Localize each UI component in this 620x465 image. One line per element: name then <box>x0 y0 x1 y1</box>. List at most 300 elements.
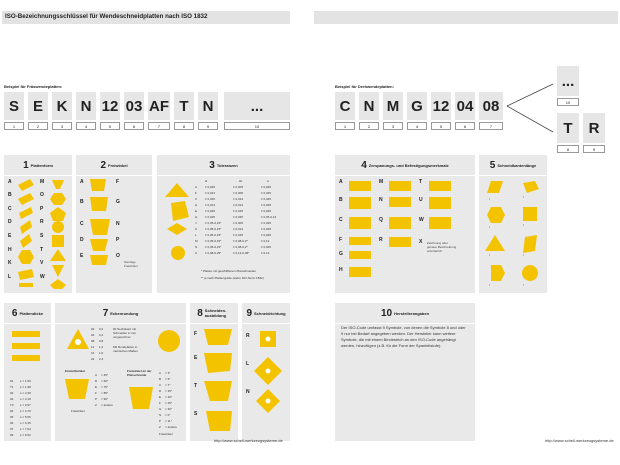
hole-q-icon <box>389 217 411 229</box>
panel-7-eckenrundung <box>55 303 186 441</box>
p7-l1-val: = 60° <box>101 379 109 383</box>
p3-r10c3: ± 0,025 <box>261 245 271 249</box>
p3-r6c0: J <box>195 221 197 225</box>
panel-3-num: 3 <box>209 159 215 171</box>
p6-r4-code: T3 <box>10 403 14 407</box>
rhombus-tolerance-icon <box>167 223 187 235</box>
edge-length-3-icon <box>487 207 505 223</box>
chamfered-honed-edge-icon <box>206 411 232 431</box>
p3-r4c1: ± 0,025 <box>205 209 215 213</box>
trigon-icon <box>50 279 66 289</box>
p3-r10c0: N <box>195 245 198 249</box>
p1-letter-C: C <box>8 206 12 212</box>
p3-r7c0: K <box>195 227 198 231</box>
panel-5-schneidkantenlaenge <box>479 155 547 293</box>
panel-2-num: 2 <box>100 159 106 171</box>
panel-2-freiwinkel <box>76 155 152 293</box>
footer-right-link[interactable]: http://www.schell-werkzeugsysteme.de <box>545 438 614 443</box>
panel-1-plattenform <box>4 155 72 293</box>
p7-r3-val: 1,2 <box>99 345 104 349</box>
edge-length-6-icon <box>523 235 537 253</box>
p5-shapes <box>483 179 543 289</box>
round-icon <box>52 221 64 233</box>
p7-r4-code: 16 <box>91 351 95 355</box>
panel-7-num: 7 <box>102 307 109 319</box>
ext-bottom-num-2: 9 <box>583 145 605 153</box>
p2-letter-E: E <box>80 253 84 259</box>
p6-r7-val: s = 6,35 <box>20 421 31 425</box>
p7-rr4-val: = 20° <box>165 395 173 399</box>
pentagon-icon <box>50 207 66 221</box>
panel-8-num: 8 <box>197 307 203 319</box>
p1-letter-O: O <box>40 192 44 198</box>
p4-letter-T: T <box>419 179 423 185</box>
p4-letter-B: B <box>339 197 343 203</box>
edge-length-2-icon <box>523 181 539 193</box>
p4-letter-Q: Q <box>379 217 383 223</box>
p5-label-8: l <box>523 283 524 287</box>
panel-3-title: Toleranzen <box>216 162 238 168</box>
p3-r3c1: ± 0,013 <box>205 203 215 207</box>
p7-r3-code: 12 <box>91 345 95 349</box>
parallelogram-k-icon <box>18 269 34 280</box>
milling-num-6: 6 <box>124 122 144 130</box>
p5-label-3: l <box>489 225 490 229</box>
p3-head-s: s <box>267 179 269 183</box>
p5-label-6: l <box>523 253 524 257</box>
p3-r5c1: ± 0,025 <box>205 215 215 219</box>
p2-letter-P: P <box>116 237 120 243</box>
p1-letter-P: P <box>40 206 44 212</box>
p7-rr5-code: F <box>159 401 161 405</box>
p3-r6c1: ± 0,05-0,15* <box>205 221 222 225</box>
p6-r4-val: s = 3,97 <box>20 403 31 407</box>
turning-num-7: 7 <box>479 122 503 130</box>
p7-r2-val: 0,8 <box>99 339 104 343</box>
p7-round <box>155 327 183 355</box>
p7-l5-val: = andere <box>101 403 113 407</box>
rectangle-icon <box>19 283 33 287</box>
edge-length-8-icon <box>522 265 538 281</box>
p1-letter-M: M <box>40 179 45 185</box>
milling-code-6: 03 <box>124 92 144 120</box>
p7-rr9-val: = andere <box>165 425 177 429</box>
panel-9-title: Schneidrichtung <box>254 310 286 316</box>
p4-letter-U: U <box>419 197 423 203</box>
p8-letter-S: S <box>194 411 198 417</box>
p1-letter-K: K <box>8 260 12 266</box>
p7-rr7-code: N <box>159 413 162 417</box>
p7-rr1-val: = 5° <box>165 377 171 381</box>
panel-6-title: Plattendicke <box>19 310 44 316</box>
p7-r2-code: 08 <box>91 339 95 343</box>
panel-4-num: 4 <box>361 159 367 171</box>
clearance-a-icon <box>90 179 106 191</box>
p3-r9c3: ± 0,13 <box>261 239 270 243</box>
p3-r7c3: ± 0,025 <box>261 227 271 231</box>
p2-letter-G: G <box>116 199 120 205</box>
p3-head-d: d <box>205 179 207 183</box>
p8-letter-F: F <box>194 331 198 337</box>
honed-edge-icon <box>204 353 232 373</box>
p7-l5-code: Z <box>95 403 97 407</box>
p3-r5c2: ± 0,025 <box>233 215 243 219</box>
triangle-tolerance-icon <box>165 183 189 197</box>
p3-r0c2: ± 0,005 <box>233 185 243 189</box>
milling-num-3: 3 <box>52 122 72 130</box>
rhombus-86-icon <box>52 180 64 189</box>
p3-r3c2: ± 0,013 <box>233 203 243 207</box>
milling-code-5: 12 <box>100 92 120 120</box>
p4-letter-F: F <box>339 237 343 243</box>
rhombus-80-icon <box>19 207 33 219</box>
ext-bottom-num-1: 8 <box>557 145 579 153</box>
p3-r4c0: E <box>195 209 198 213</box>
p5-label-5: l <box>489 253 490 257</box>
p7-l1-code: D <box>95 379 98 383</box>
panel-4-title: Zerspanungs- und Befestigungsmerkmale <box>368 162 449 168</box>
p7-rr0-code: A <box>159 371 162 375</box>
p3-r2c2: ± 0,013 <box>233 197 243 201</box>
milling-code-7: AF <box>148 92 170 120</box>
p7-r-note-1: 00 Sechskant mit Schneiden in mm umgerechnet <box>113 327 137 339</box>
p3-r3c0: H <box>195 203 198 207</box>
p3-r2c1: ± 0,025 <box>205 197 215 201</box>
thickness-2-icon <box>12 343 40 349</box>
milling-code-9: N <box>198 92 218 120</box>
p3-r1c3: ± 0,025 <box>261 191 271 195</box>
hole-c-icon <box>349 217 371 229</box>
p7-right-title: Freiwinkel an der Planschneide <box>127 369 152 377</box>
p7-rr3-val: = 15° <box>165 389 173 393</box>
p4-letter-R: R <box>379 237 383 243</box>
milling-code-10: ... <box>224 92 290 120</box>
p3-r0c1: ± 0,025 <box>205 185 215 189</box>
footer-left-link[interactable]: http://www.schell-werkzeugsysteme.de <box>214 438 283 443</box>
p4-letter-X: X <box>419 239 423 245</box>
rhombus-85-icon <box>18 179 34 191</box>
p9-letter-R: R <box>246 333 250 339</box>
p6-r2-val: s = 2,38 <box>20 391 31 395</box>
p7-rr2-code: C <box>159 383 162 387</box>
p3-r4c3: ± 0,025 <box>261 209 271 213</box>
p7-rr0-val: = 3° <box>165 371 171 375</box>
panel-8-schneidenausbildung <box>190 303 238 441</box>
p2-letter-O: O <box>116 253 120 259</box>
p6-r6-code: 05 <box>10 415 14 419</box>
p7-rr6-code: G <box>159 407 162 411</box>
hole-b-icon <box>349 197 371 209</box>
hole-u-icon <box>429 197 451 209</box>
clearance-d-icon <box>90 239 108 251</box>
p6-r0-val: s = 1,59 <box>20 379 31 383</box>
p1-shapes-right <box>48 177 70 289</box>
p6-r5-val: s = 4,76 <box>20 409 31 413</box>
milling-num-2: 2 <box>28 122 48 130</box>
panel-1-title: Plattenform <box>30 162 53 168</box>
hexagon-icon <box>18 250 34 264</box>
panel-6-plattendicke <box>4 303 51 441</box>
rhombus-35-icon <box>52 265 64 277</box>
p3-r10c1: ± 0,05-0,15* <box>205 245 222 249</box>
p3-r10c2: ± 0,08-0,2* <box>233 245 248 249</box>
rhombus-75-icon <box>20 234 32 248</box>
p2-letter-D: D <box>80 237 84 243</box>
p1-letter-E: E <box>8 233 12 239</box>
p7-l0-code: A <box>95 373 98 377</box>
p7-rr7-val: = 0° <box>165 413 171 417</box>
p3-r11c0: U <box>195 251 198 255</box>
hole-h-icon <box>349 267 371 277</box>
p4-shapes-mid <box>387 179 417 259</box>
p3-r6c3: ± 0,025 <box>261 221 271 225</box>
p7-l3-val: = 85° <box>101 391 109 395</box>
hole-m-icon <box>389 181 411 191</box>
milling-code-8: T <box>174 92 194 120</box>
edge-length-5-icon <box>485 235 505 251</box>
p2-note: Sonstige Freiwinkel <box>124 260 138 268</box>
p3-note-1: * Platten mit geschliffenen Planschneiden <box>201 269 257 273</box>
p6-r1-val: s = 1,98 <box>20 385 31 389</box>
p7-rr1-code: B <box>159 377 162 381</box>
p7-rr6-val: = 30° <box>165 407 173 411</box>
p4-shapes-right <box>427 179 457 239</box>
p4-letter-W: W <box>419 217 424 223</box>
hole-a-icon <box>349 181 371 191</box>
p3-r5c3: ± 0,05-0,13 <box>261 215 277 219</box>
turning-caption: Beispiel für Drehwendeplatten: <box>335 84 394 89</box>
p3-r0c3: ± 0,025 <box>261 185 271 189</box>
p4-letter-M: M <box>379 179 384 185</box>
rhombus-82-icon <box>18 193 34 205</box>
panel-9-schneidrichtung <box>242 303 290 441</box>
p7-r0-val: 0,2 <box>99 327 104 331</box>
p1-letter-B: B <box>8 192 12 198</box>
p3-r8c2: ± 0,025 <box>233 233 243 237</box>
ext-top-num: 10 <box>557 98 579 106</box>
p7-left-title: Einstellwinkel <box>65 369 85 373</box>
p2-letter-B: B <box>80 199 84 205</box>
sharp-edge-icon <box>204 329 232 345</box>
p3-r7c2: ± 0,013 <box>233 227 243 231</box>
p5-label-2: l <box>523 195 524 199</box>
turning-code-5: 12 <box>431 92 451 120</box>
p7-rr8-code: P <box>159 419 162 423</box>
p3-r7c1: ± 0,05-0,15* <box>205 227 222 231</box>
p4-letter-N: N <box>379 197 383 203</box>
edge-length-1-icon <box>487 181 503 193</box>
bracket-lines <box>505 80 557 140</box>
p3-r3c3: ± 0,025 <box>261 203 271 207</box>
p3-r2c0: C <box>195 197 198 201</box>
thickness-3-icon <box>12 355 40 361</box>
rhombus-55-icon <box>20 220 32 234</box>
p6-r3-code: 03 <box>10 397 14 401</box>
turning-code-1: C <box>335 92 355 120</box>
ext-bottom-code-1: T <box>557 113 579 143</box>
clearance-b-icon <box>90 197 108 211</box>
turning-num-3: 3 <box>383 122 403 130</box>
p1-letter-R: R <box>40 219 44 225</box>
p7-rr3-code: D <box>159 389 162 393</box>
p2-letter-A: A <box>80 179 84 185</box>
left-title-bar <box>2 11 290 24</box>
p6-r0-code: 01 <box>10 379 14 383</box>
milling-num-4: 4 <box>76 122 96 130</box>
hole-f-icon <box>349 237 371 245</box>
p7-left-shape <box>63 375 93 403</box>
p6-r2-code: 02 <box>10 391 14 395</box>
panel-3-toleranzen <box>157 155 290 293</box>
p8-shapes <box>202 327 236 437</box>
p7-right-foot: Freiwinkel <box>159 432 173 436</box>
p3-r9c0: M <box>195 239 198 243</box>
hole-r-icon <box>389 237 411 247</box>
milling-code-1: S <box>4 92 24 120</box>
p4-letter-H: H <box>339 267 343 273</box>
p7-r5-code: 24 <box>91 357 95 361</box>
p5-label-4: l <box>523 223 524 227</box>
p1-letter-W: W <box>40 274 45 280</box>
p3-r9c2: ± 0,08-0,2* <box>233 239 248 243</box>
triangle-icon <box>50 249 66 261</box>
panel-9-num: 9 <box>246 307 252 319</box>
p7-r1-val: 0,4 <box>99 333 104 337</box>
p3-r1c0: F <box>195 191 197 195</box>
square-icon <box>52 235 64 247</box>
p7-l0-val: = 45° <box>101 373 109 377</box>
p7-triangle <box>65 327 91 351</box>
p6-r8-val: s = 7,94 <box>20 427 31 431</box>
turning-code-7: 08 <box>479 92 503 120</box>
p7-r1-code: 04 <box>91 333 95 337</box>
milling-code-4: N <box>76 92 96 120</box>
p3-r1c1: ± 0,013 <box>205 191 215 195</box>
turning-num-4: 4 <box>407 122 427 130</box>
p7-r4-val: 1,6 <box>99 351 104 355</box>
p3-r2c3: ± 0,025 <box>261 197 271 201</box>
p7-r5-val: 2,4 <box>99 357 104 361</box>
hole-n-icon <box>389 197 411 207</box>
hole-t-icon <box>429 181 451 191</box>
turning-code-4: G <box>407 92 427 120</box>
p7-rr2-val: = 7° <box>165 383 171 387</box>
p6-r6-val: s = 5,56 <box>20 415 31 419</box>
p6-shapes <box>10 329 46 369</box>
thickness-1-icon <box>12 331 40 337</box>
p3-r9c1: ± 0,05-0,15* <box>205 239 222 243</box>
p2-shapes <box>88 177 112 267</box>
turning-code-2: N <box>359 92 379 120</box>
approach-angle-icon <box>65 379 89 399</box>
p7-l4-val: = 90° <box>101 397 109 401</box>
p1-letter-H: H <box>8 247 12 253</box>
milling-code-2: E <box>28 92 48 120</box>
p1-letter-L: L <box>8 274 12 280</box>
milling-num-8: 8 <box>174 122 194 130</box>
p6-r9-code: 09 <box>10 433 14 437</box>
hole-g-icon <box>349 251 371 259</box>
p1-shapes-left <box>16 177 36 287</box>
panel-10-num: 10 <box>380 307 393 319</box>
p3-r8c3: ± 0,025 <box>261 233 271 237</box>
panel-4-zerspanung <box>335 155 475 293</box>
right-title-bar <box>314 11 618 24</box>
p7-rr5-val: = 25° <box>165 401 173 405</box>
p3-r6c2: ± 0,005 <box>233 221 243 225</box>
panel-7-title: Eckenrundung <box>110 310 139 316</box>
panel-1-num: 1 <box>23 159 29 171</box>
p9-letter-L: L <box>246 361 250 367</box>
clearance-c-icon <box>90 219 110 235</box>
p4-shapes-left <box>347 179 377 289</box>
ext-bottom-code-2: R <box>583 113 605 143</box>
edge-length-4-icon <box>523 207 537 221</box>
p7-l4-code: P <box>95 397 98 401</box>
p3-r0c0: A <box>195 185 198 189</box>
turning-code-3: M <box>383 92 403 120</box>
p3-r5c0: G <box>195 215 198 219</box>
p6-r5-code: 04 <box>10 409 14 413</box>
p6-r1-code: T1 <box>10 385 14 389</box>
p3-r11c1: ± 0,08-0,25* <box>205 251 222 255</box>
round-tolerance-icon <box>171 246 185 260</box>
p3-head-m: m <box>239 179 242 183</box>
hole-w-icon <box>429 217 451 229</box>
round-insert-icon <box>158 330 180 352</box>
turning-num-2: 2 <box>359 122 379 130</box>
milling-code-3: K <box>52 92 72 120</box>
p10-text: Der ISO-Code umfasst 9 Symbole, von denen die Symbole 8 und oder 9 nur bei Bedarf angegeben werden. Der Hersteller kann weitere Symbole, die mit einem Bindestrich an den ISO-Code angehängt werden, hinzufügen (z.B. für die Form der Spanleitstufe). <box>341 325 466 348</box>
turning-num-1: 1 <box>335 122 355 130</box>
p7-l3-code: F <box>95 391 97 395</box>
p6-r7-code: 06 <box>10 421 14 425</box>
panel-5-num: 5 <box>489 159 496 171</box>
milling-num-5: 5 <box>100 122 120 130</box>
p7-rr9-code: Z <box>159 425 161 429</box>
p3-r8c1: ± 0,05-0,15* <box>205 233 222 237</box>
turning-num-5: 5 <box>431 122 451 130</box>
p8-letter-T: T <box>194 383 198 389</box>
p4-note: Zeichnung oder genaue Beschreibung erforderlich <box>427 241 457 253</box>
p3-r1c2: ± 0,005 <box>233 191 243 195</box>
milling-num-7: 7 <box>148 122 170 130</box>
panel-10-title: Herstellerangaben <box>394 310 430 316</box>
clearance-e-icon <box>90 255 108 265</box>
p4-letter-G: G <box>339 251 343 257</box>
p4-letter-A: A <box>339 179 343 185</box>
milling-caption: Beispiel für Fräswendeplatten: <box>4 84 63 89</box>
p7-rr8-val: = 11° <box>165 419 172 423</box>
p1-letter-D: D <box>8 219 12 225</box>
p7-r0-code: 02 <box>91 327 95 331</box>
panel-6-num: 6 <box>11 307 18 319</box>
panel-2-title: Freiwinkel <box>108 162 128 168</box>
p4-letter-C: C <box>339 217 343 223</box>
p1-letter-V: V <box>40 260 44 266</box>
p5-label-7: l <box>489 283 490 287</box>
p7-r-note-2: M0 Rundplatten in metrischen Maßen <box>113 345 138 353</box>
p9-letter-N: N <box>246 389 250 395</box>
p3-r11c2: ± 0,13-0,38* <box>233 251 250 255</box>
p2-letter-N: N <box>116 221 120 227</box>
p3-r8c0: L <box>195 233 197 237</box>
p2-letter-F: F <box>116 179 120 185</box>
ext-top-code: ... <box>557 66 579 96</box>
clearance-angle-icon <box>129 387 153 409</box>
chamfered-edge-icon <box>204 381 232 401</box>
p7-l2-val: = 75° <box>101 385 109 389</box>
